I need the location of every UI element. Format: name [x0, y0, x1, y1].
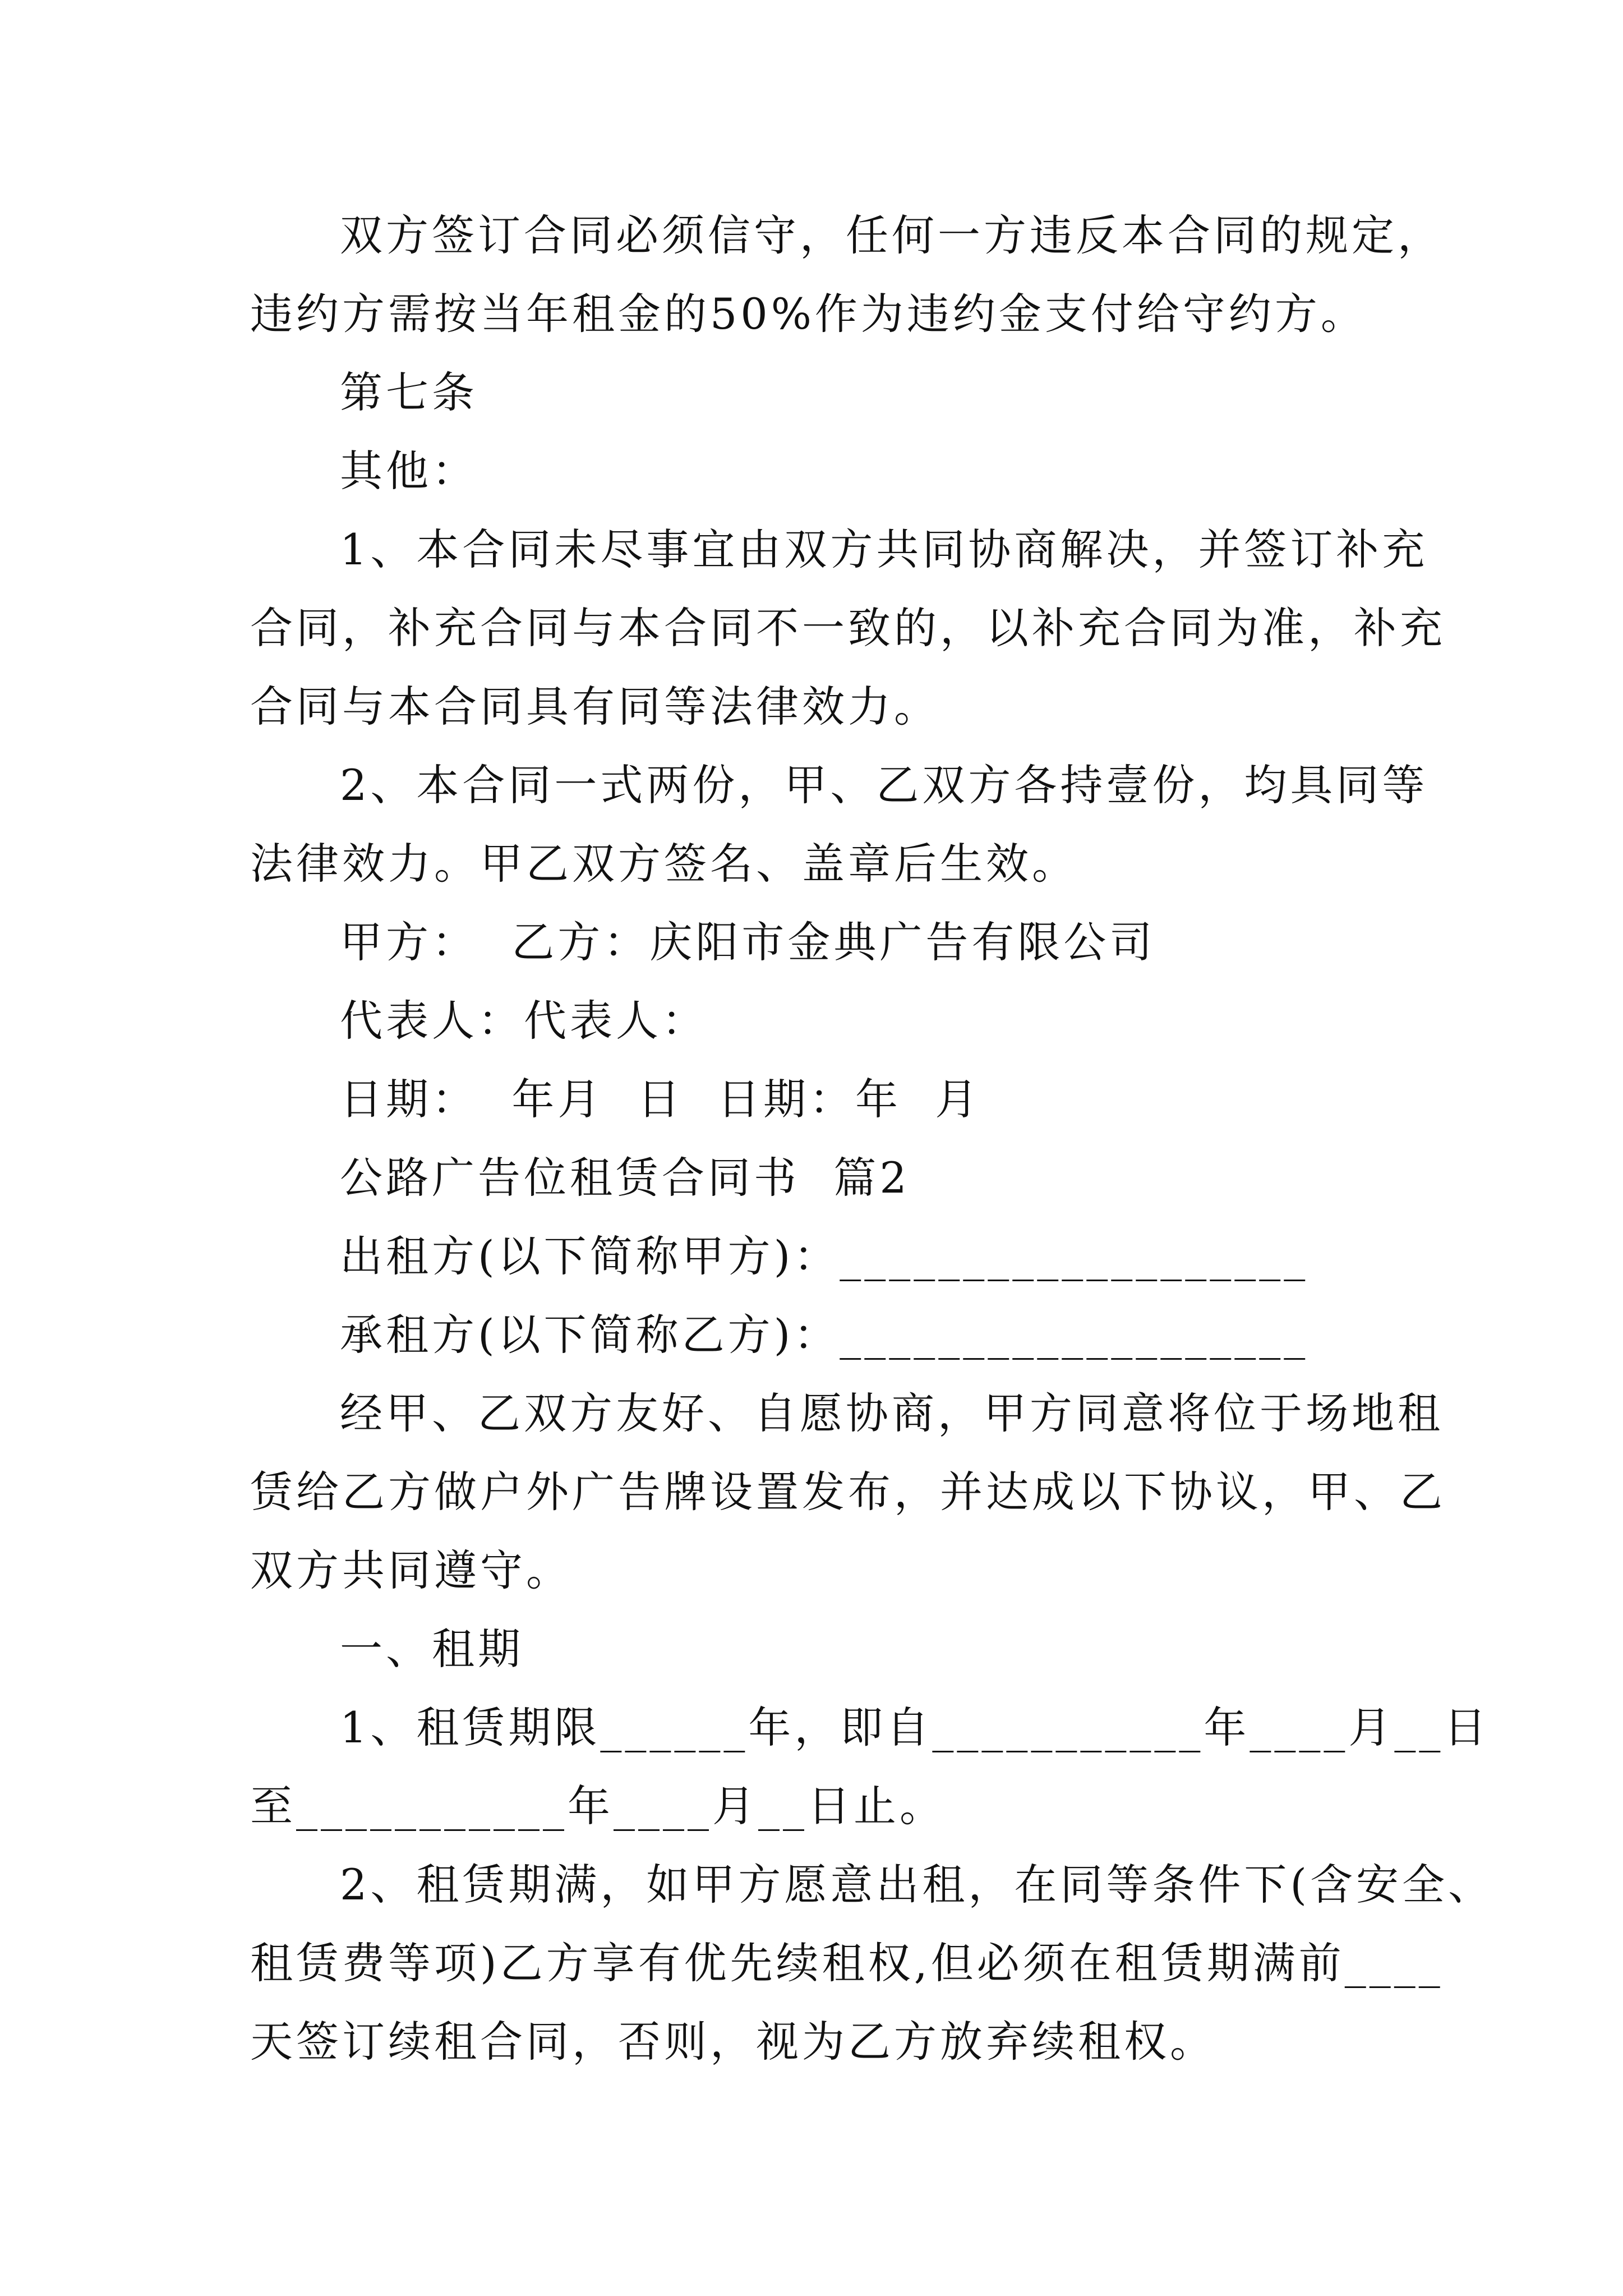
- text-line: 租赁费等项)乙方享有优先续租权,但必须在租赁期满前____: [250, 1938, 1444, 1988]
- text-line: 2、本合同一式两份，甲、乙双方各持壹份，均具同等: [340, 760, 1428, 810]
- text-line: 1、租赁期限______年，即自___________年____月__日: [340, 1703, 1490, 1752]
- section-heading: 其他：: [340, 446, 478, 496]
- text-line: 至___________年____月__日止。: [250, 1781, 946, 1831]
- text-line: 法律效力。甲乙双方签名、盖章后生效。: [250, 839, 1078, 889]
- text-line: 1、本合同未尽事宜由双方共同协商解决，并签订补充: [340, 524, 1428, 574]
- text-line: 合同，补充合同与本合同不一致的，以补充合同为准，补充: [250, 603, 1446, 653]
- section-heading: 一、租期: [340, 1624, 524, 1674]
- text-line: 经甲、乙双方友好、自愿协商，甲方同意将位于场地租: [340, 1388, 1444, 1438]
- text-line: 赁给乙方做户外广告牌设置发布，并达成以下协议，甲、乙: [250, 1467, 1446, 1517]
- text-line: 合同与本合同具有同等法律效力。: [250, 682, 940, 731]
- lessor-field: 出租方(以下简称甲方)：___________________: [340, 1231, 1309, 1281]
- text-line: 双方共同遵守。: [250, 1545, 572, 1595]
- text-line: 双方签订合同必须信守，任何一方违反本合同的规定，: [340, 210, 1444, 260]
- text-line: 违约方需按当年租金的50%作为违约金支付给守约方。: [250, 289, 1367, 339]
- text-line: 天签订续租合同，否则，视为乙方放弃续租权。: [250, 2017, 1216, 2067]
- lessee-field: 承租方(以下简称乙方)：___________________: [340, 1310, 1309, 1360]
- contract-title: 公路广告位租赁合同书 篇2: [340, 1153, 910, 1203]
- section-heading: 第七条: [340, 367, 478, 417]
- signature-dates: 日期： 年月 日 日期：年 月: [340, 1074, 981, 1124]
- signature-parties: 甲方： 乙方：庆阳市金典广告有限公司: [340, 917, 1156, 967]
- text-line: 2、租赁期满，如甲方愿意出租，在同等条件下(含安全、: [340, 1860, 1495, 1910]
- signature-representatives: 代表人：代表人：: [340, 996, 708, 1046]
